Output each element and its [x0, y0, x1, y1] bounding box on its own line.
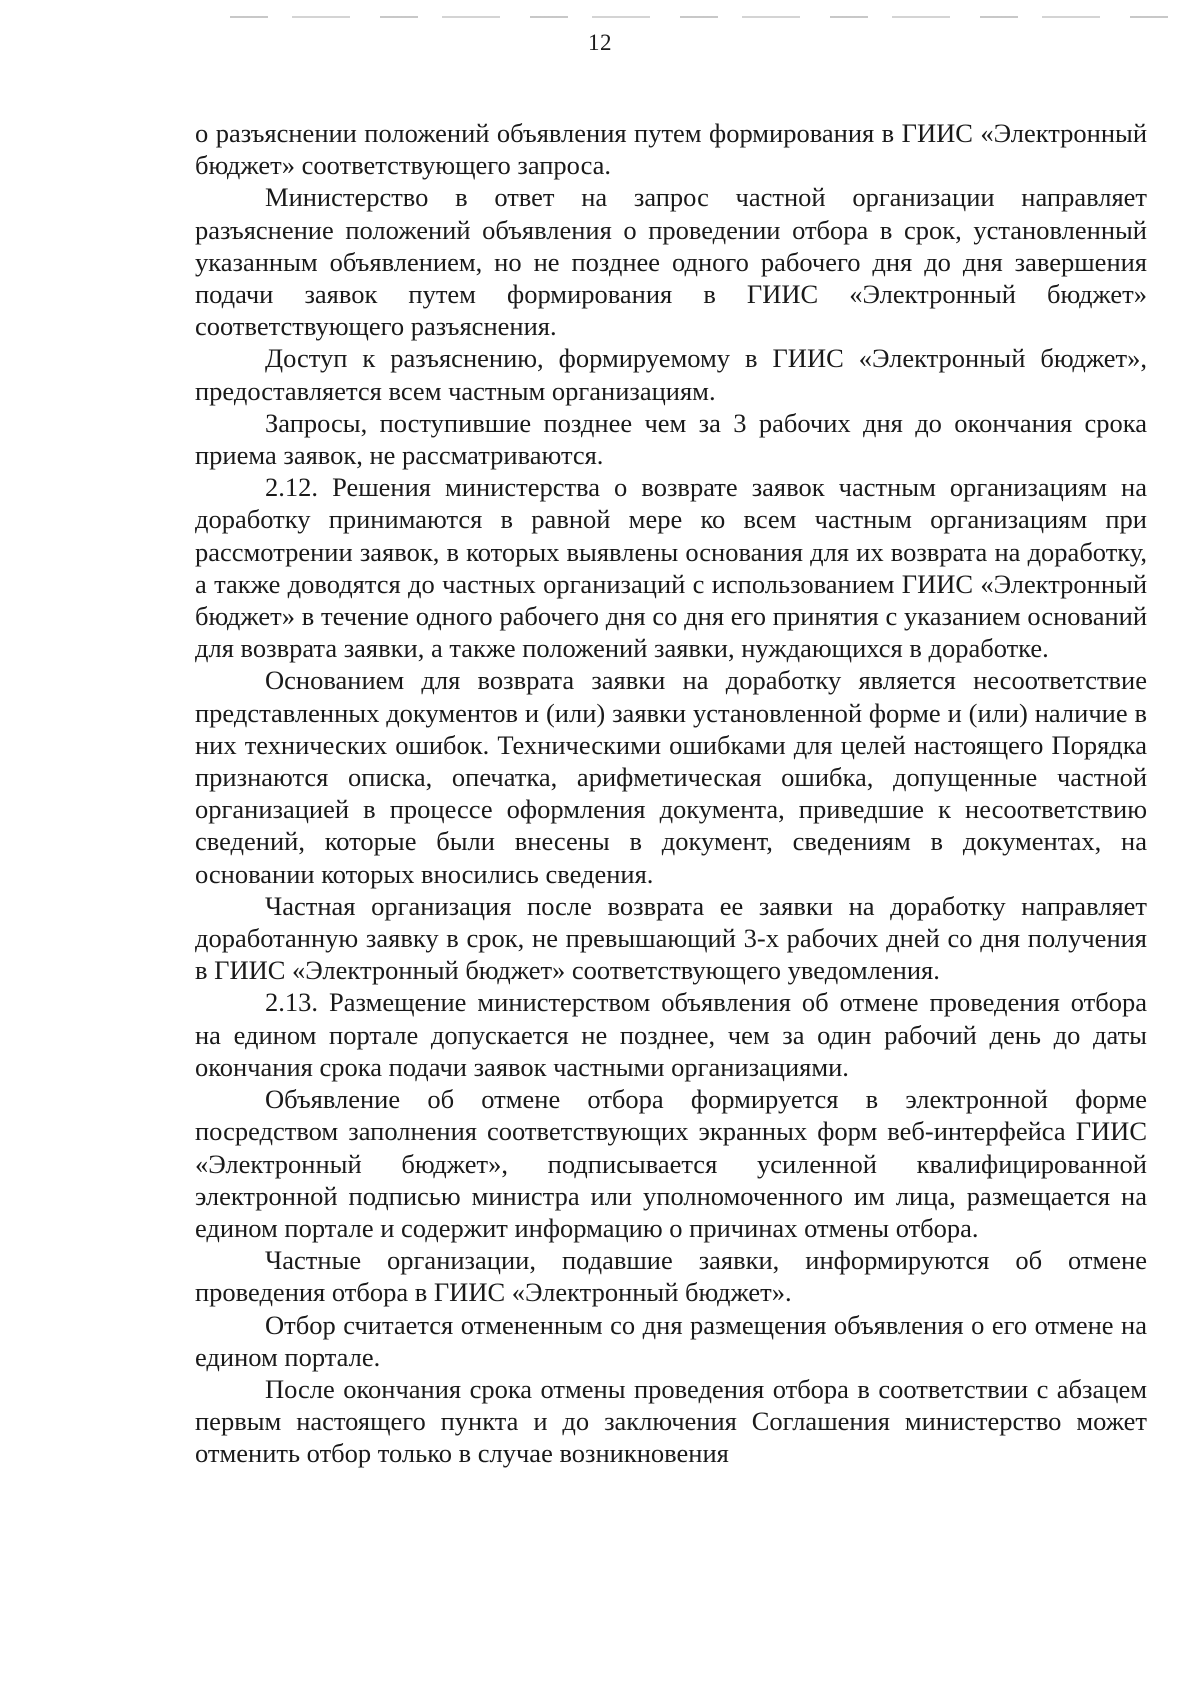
paragraph-ministry-response: Министерство в ответ на запрос частной организации направляет разъяснение положений объявления о проведении отбора в срок, установленный указанным объявлением, но не позднее одного рабочего дня до дня завершения подачи заявок путем формирования в ГИИС «Электронный бюджет» соответствующего разъяснения. — [195, 182, 1147, 342]
paragraph-access-clarification: Доступ к разъяснению, формируемому в ГИИС «Электронный бюджет», предоставляется всем частным организациям. — [195, 343, 1147, 406]
paragraph-section-2-13: 2.13. Размещение министерством объявления об отмене проведения отбора на едином портале допускается не позднее, чем за один рабочий день до даты окончания срока подачи заявок частными организациями. — [195, 987, 1147, 1082]
document-body — [195, 117, 1147, 1470]
paragraph-after-deadline: После окончания срока отмены проведения отбора в соответствии с абзацем первым настоящего пункта и до заключения Соглашения министерство может отменить отбор только в случае возникновения — [195, 1373, 1147, 1469]
paragraph-cancellation-form: Объявление об отмене отбора формируется в электронной форме посредством заполнения соответствующих экранных форм веб-интерфейса ГИИС «Электронный бюджет», подписывается усиленной квалифицированной электронной подписью министра или уполномоченного им лица, размещается на едином портале и содержит информацию о причинах отмены отбора. — [195, 1084, 1147, 1243]
paragraph-section-2-12: 2.12. Решения министерства о возврате заявок частным организациям на доработку принимаются в равной мере ко всем частным организациям при рассмотрении заявок, в которых выявлены основания для их возврата на доработку, а также доводятся до частных организаций с использованием ГИИС «Электронный бюджет» в течение одного рабочего дня со дня его принятия с указанием оснований для возврата заявки, а также положений заявки, нуждающихся в доработке. — [195, 472, 1147, 664]
scan-edge-artifact — [230, 16, 1190, 18]
paragraph-late-requests: Запросы, поступившие позднее чем за 3 рабочих дня до окончания срока приема заявок, не рассматриваются. — [195, 407, 1147, 471]
page-number: 12 — [588, 30, 612, 55]
paragraph-cancellation-date: Отбор считается отмененным со дня размещения объявления о его отмене на едином портале. — [195, 1309, 1147, 1372]
paragraph-notification: Частные организации, подавшие заявки, информируются об отмене проведения отбора в ГИИС «Электронный бюджет». — [195, 1245, 1147, 1308]
paragraph-return-grounds: Основанием для возврата заявки на доработку является несоответствие представленных документов и (или) заявки установленной форме и (или) наличие в них технических ошибок. Техническими ошибками для целей настоящего Порядка признаются описка, опечатка, арифметическая ошибка, допущенные частной организацией в процессе оформления документа, приведшие к несоответствию сведений, которые были внесены в документ, сведениям в документах, на основании которых вносились сведения. — [195, 665, 1147, 889]
paragraph-continuation: о разъяснении положений объявления путем формирования в ГИИС «Электронный бюджет» соответствующего запроса. — [195, 118, 1147, 181]
paragraph-resubmission: Частная организация после возврата ее заявки на доработку направляет доработанную заявку в срок, не превышающий 3-х рабочих дней со дня получения в ГИИС «Электронный бюджет» соответствующего уведомления. — [195, 890, 1147, 986]
